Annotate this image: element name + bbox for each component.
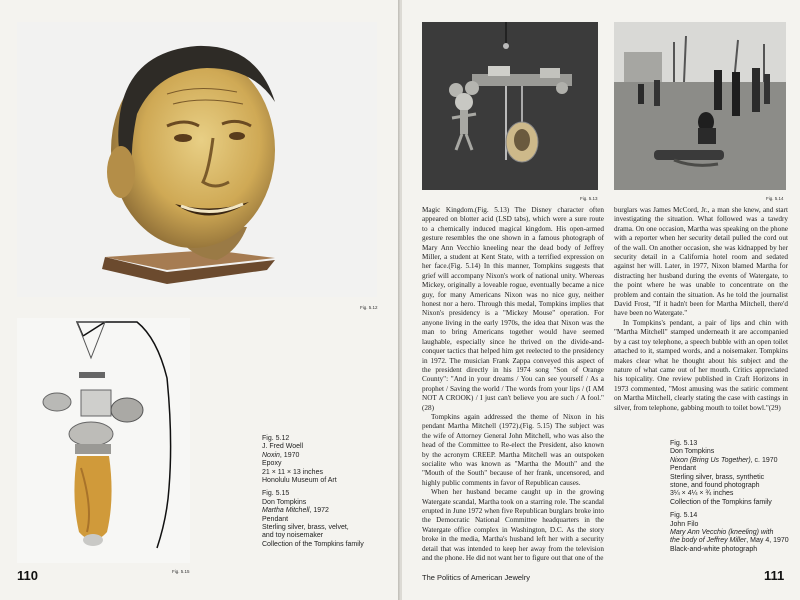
- running-footer: The Politics of American Jewelry: [422, 573, 530, 582]
- nixon-pendant-photo: [422, 22, 598, 190]
- caption-dimensions: 21 × 11 × 13 inches: [262, 468, 323, 476]
- noxin-sculpture-photo: [17, 22, 377, 297]
- caption-fig-5-12: [262, 435, 392, 554]
- caption-title: the body of Jeffrey Miller: [670, 537, 747, 545]
- caption-title: Nixon (Bring Us Together): [670, 456, 751, 464]
- caption-artist: Don Tompkins: [670, 448, 715, 456]
- caption-medium: Sterling silver, brass, velvet,: [262, 524, 349, 532]
- caption-dimensions: 3¼ × 4¼ × ¾ inches: [670, 490, 734, 498]
- caption-title: Mary Ann Vecchio (kneeling) with: [670, 529, 774, 537]
- caption-label: Fig. 5.12: [262, 435, 290, 442]
- paragraph: When her husband became caught up in the growing Watergate scandal, Martha took on a starring role. The scandal erupted in June 1972 when five Republican burglars broke into the Democratic National Committee headquarters in the Watergate office complex in Washington, D.C. As the story broke in the media, Martha's husband left her with a security detail that was intended to keep her away from the television and the phone. He did not want her to figure out that one of the: [422, 488, 604, 563]
- caption-medium: Black-and-white photograph: [670, 545, 758, 553]
- caption-title-line: [670, 457, 796, 465]
- page-number-right: 111: [764, 568, 785, 583]
- caption-title-line: [262, 452, 392, 460]
- caption-label: Fig. 5.13: [670, 440, 698, 447]
- caption-collection: Honolulu Museum of Art: [262, 477, 337, 485]
- caption-label: Fig. 5.14: [670, 512, 698, 520]
- caption-collection: Collection of the Tompkins family: [670, 498, 772, 506]
- caption-label: Fig. 5.15: [262, 490, 290, 498]
- caption-medium: Epoxy: [262, 460, 282, 468]
- caption-medium: and toy noisemaker: [262, 532, 324, 540]
- caption-artist: Don Tompkins: [262, 498, 307, 506]
- caption-medium: stone, and found photograph: [670, 482, 760, 490]
- paragraph: Magic Kingdom.(Fig. 5.13) The Disney character often appeared on blotter acid (LSD tabs), which were a sure route to a chemically induced magical kingdom. His open-armed gesture resembles the one shown in a famous photograph of Mary Ann Vecchio kneeling near the dead body of Jeffrey Miller, a student at Kent State, with a terrified expression on her face.(Fig. 5.14) In this manner, Tompkins suggests that grief will accompany Nixon's work of national unity. Whereas Mickey, originally a loveable rogue, eventually became a nice guy, for many Americans Nixon was no nice guy, neither honest nor a hero. Through this medal, Tompkins implies that Nixon's presidency is a "Mickey Mouse" operation. For anyone living in the early 1970s, the idea that Nixon was the man to bring Americans together would have seemed laughable, especially since he thrived on the divide-and-conquer tactics that helped him get reelected to the presidency in 1972. The musician Frank Zappa conveyed this aspect of the president directly in his 1974 song "Son of Orange County": "And in your dreams / You can see yourself / As a prophet / Saving the world / The words from your lips / (I AM NOT A CROOK) / I just can't believe you are such / A fool."(28): [422, 206, 604, 412]
- caption-title-line: [262, 507, 392, 515]
- paragraph: In Tompkins's pendant, a pair of lips and chin with "Martha Mitchell" stamped underneath it are accompanied by a cast toy telephone, a speech bubble with an open toilet attached to it, stamped words, and a noisemaker. Tompkins makes clear what he thought about his subject and the nature of what came out of her mouth. Critics appreciated his topicality. One review published in Craft Horizons in 1973 commented, "Most amusing was the satiric comment on Martha Mitchell, clearly stating the case with castings in silver, from telephone, gabbing mouth to toilet bowl."(29): [614, 318, 788, 412]
- caption-year: , May 4, 1970: [746, 537, 789, 545]
- caption-type: Pendant: [262, 515, 289, 523]
- caption-type: Pendant: [670, 465, 697, 473]
- caption-fig-5-13: [670, 440, 796, 559]
- text-column-1: [422, 206, 604, 563]
- caption-year: , 1972: [309, 507, 329, 515]
- caption-title: Noxin: [262, 451, 280, 459]
- caption-medium: Sterling silver, brass, synthetic: [670, 473, 765, 481]
- fig-5-12-label: Fig. 5.12: [360, 305, 378, 310]
- caption-collection: Collection of the Tompkins family: [262, 540, 364, 548]
- kent-state-photo: [614, 22, 786, 190]
- fig-5-14-label: Fig. 5.14: [766, 196, 784, 201]
- martha-mitchell-pendant-photo: [17, 318, 190, 563]
- fig-5-15-label: Fig. 5.15: [172, 569, 190, 574]
- caption-artist: J. Fred Woell: [262, 443, 304, 451]
- caption-year: , 1970: [279, 451, 300, 459]
- paragraph: Tompkins again addressed the theme of Nixon in his pendant Martha Mitchell (1972).(Fig. 5.15) The subject was the wife of Attorney General John Mitchell, who was also the head of the Committee to Re-elect the President, also known by the acronym CREEP. Martha Mitchell was an outspoken socialite who was known as "Martha the Mouth" and the "Mouth of the South" because of her frank, uncensored, and highly public comments in favor of Republican causes.: [422, 412, 604, 487]
- caption-year: , c. 1970: [750, 456, 778, 464]
- caption-title-line: [670, 537, 796, 545]
- caption-artist: John Filo: [670, 520, 699, 528]
- fig-5-13-label: Fig. 5.13: [580, 196, 598, 201]
- text-column-2: [614, 206, 788, 413]
- paragraph: burglars was James McCord, Jr., a man she knew, and start investigating the situation. What followed was a tawdry drama. On one occasion, Martha was speaking on the phone with a reporter when her security detail pulled the cord out of the wall. On another occasion, she was kidnapped by her security detail in a California hotel room and sedated against her will. Later, in 1977, Nixon blamed Martha for distracting her husband during the events of Watergate, to the point where he was unable to concentrate on the problem and contain the situation. As he told the journalist David Frost, "If it hadn't been for Martha Mitchell, there'd have been no Watergate.": [614, 206, 788, 318]
- page-number-left: 110: [17, 568, 38, 583]
- right-page: [402, 0, 800, 600]
- caption-title: Martha Mitchell: [262, 507, 310, 515]
